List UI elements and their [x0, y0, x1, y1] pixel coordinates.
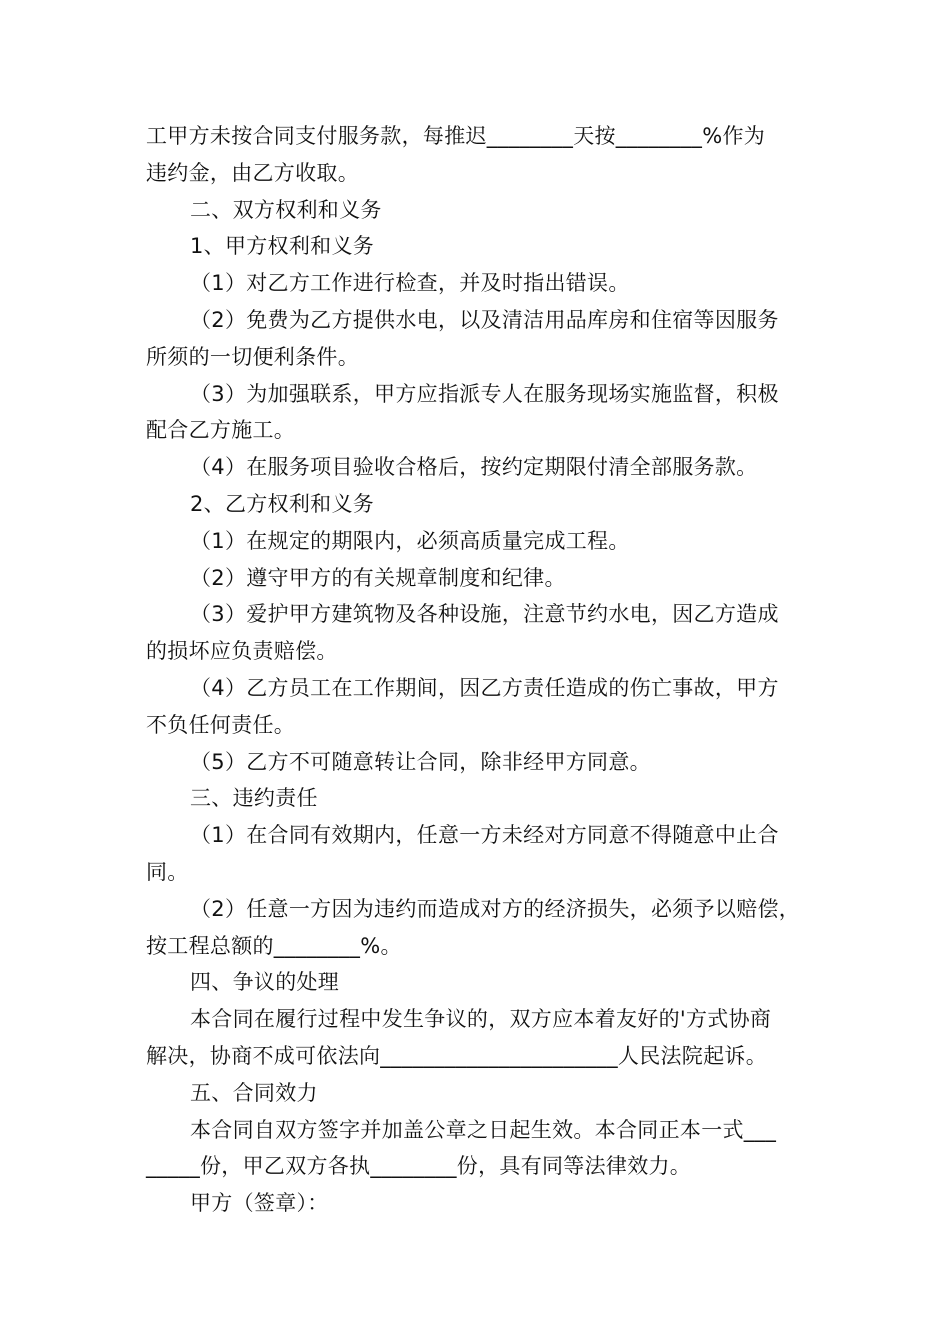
text-line: （1）对乙方工作进行检查，并及时指出错误。 — [190, 271, 630, 296]
text-line: （2）遵守甲方的有关规章制度和纪律。 — [190, 565, 566, 590]
text-line: （1）在合同有效期内，任意一方未经对方同意不得随意中止合 — [190, 823, 779, 848]
text-line: 三、违约责任 — [190, 786, 318, 811]
text-line: （4）在服务项目验收合格后，按约定期限付清全部服务款。 — [190, 455, 758, 480]
text-line: 1、甲方权利和义务 — [190, 234, 375, 259]
text-line: （2）任意一方因为违约而造成对方的经济损失，必须予以赔偿， — [190, 896, 801, 921]
text-line: 甲方（签章）： — [190, 1191, 329, 1216]
text-line: 的损坏应负责赔偿。 — [146, 639, 338, 664]
contract-body — [146, 118, 816, 1222]
text-line: （3）为加强联系，甲方应指派专人在服务现场实施监督，积极 — [190, 381, 779, 406]
text-line: _____份，甲乙双方各执________份，具有同等法律效力。 — [146, 1154, 692, 1179]
text-line: （4）乙方员工在工作期间，因乙方责任造成的伤亡事故，甲方 — [190, 675, 779, 700]
text-line: （2）免费为乙方提供水电，以及清洁用品库房和住宿等因服务 — [190, 307, 779, 332]
text-line: 五、合同效力 — [190, 1080, 318, 1105]
text-line: （3）爱护甲方建筑物及各种设施，注意节约水电，因乙方造成 — [190, 602, 779, 627]
text-line: 所须的一切便利条件。 — [146, 344, 359, 369]
text-line: 2、乙方权利和义务 — [190, 491, 375, 516]
text-line: 违约金，由乙方收取。 — [146, 160, 359, 185]
text-line: 二、双方权利和义务 — [190, 197, 382, 222]
text-line: 工甲方未按合同支付服务款，每推迟________天按________%作为 — [146, 124, 766, 148]
text-line: 本合同在履行过程中发生争议的，双方应本着友好的'方式协商 — [190, 1007, 772, 1032]
text-line: 配合乙方施工。 — [146, 418, 296, 443]
text-line: 按工程总额的________%。 — [146, 933, 402, 958]
text-line: 同。 — [146, 859, 189, 884]
text-line: 不负任何责任。 — [146, 712, 296, 737]
text-line: （1）在规定的期限内，必须高质量完成工程。 — [190, 528, 630, 553]
text-line: 解决，协商不成可依法向______________________人民法院起诉。 — [146, 1043, 767, 1068]
text-line: 四、争议的处理 — [190, 970, 340, 995]
text-line: 本合同自双方签字并加盖公章之日起生效。本合同正本一式___ — [190, 1117, 777, 1142]
text-line: （5）乙方不可随意转让合同，除非经甲方同意。 — [190, 749, 651, 774]
